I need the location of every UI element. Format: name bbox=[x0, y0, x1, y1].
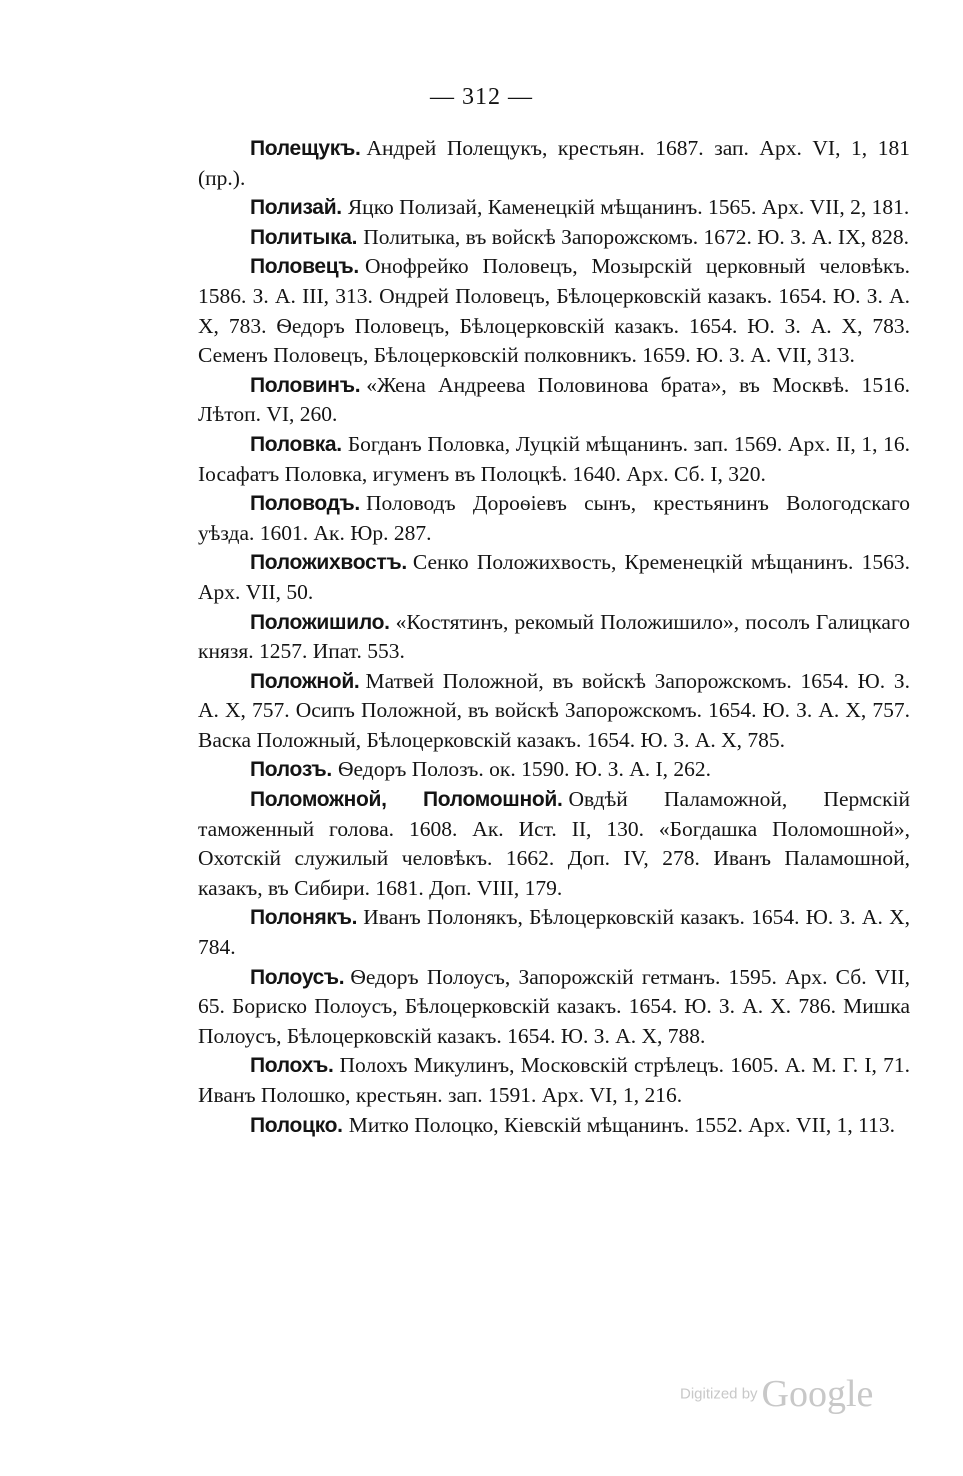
entry bbox=[198, 371, 910, 430]
entry-text: Онофрейко Половецъ, Мозырскій церковный человѣкъ. 1586. З. А. III, 313. Ондрей Половецъ, Бѣлоцерковскій казакъ. 1654. Ю. З. А. X, 783. Ѳедоръ Половецъ, Бѣлоцерковскій казакъ. 1654. Ю. З. А. X, 783. Семенъ Половецъ, Бѣлоцерковскій полковникъ. 1659. Ю. З. А. VII, 313. bbox=[198, 254, 910, 368]
entry bbox=[198, 223, 910, 253]
entry-headword: Полонякъ. bbox=[250, 906, 358, 930]
entry bbox=[198, 1111, 910, 1141]
entry-headword: Политыка. bbox=[250, 225, 358, 249]
dictionary-entries bbox=[198, 134, 910, 1140]
entry bbox=[198, 1051, 910, 1110]
entry-headword: Полещукъ. bbox=[250, 137, 361, 160]
entry-headword: Половецъ. bbox=[250, 255, 359, 279]
entry-text: «Костятинъ, рекомый Положишило», посолъ Галицкаго князя. 1257. Ипат. 553. bbox=[198, 609, 910, 664]
entry-headword: Положихвостъ. bbox=[250, 551, 407, 575]
entry-headword: Положишило. bbox=[250, 610, 390, 634]
entry-headword: Полоусъ. bbox=[250, 965, 345, 989]
entry-text: «Жена Андреева Половинова брата», въ Москвѣ. 1516. Лѣтоп. VI, 260. bbox=[198, 372, 910, 427]
entry-headword: Полохъ. bbox=[250, 1054, 334, 1078]
entry bbox=[198, 963, 910, 1052]
entry-text: Овдѣй Паламожной, Пермскій таможенный голова. 1608. Ак. Ист. II, 130. «Богдашка Поломошной», Охотскій служилый человѣкъ. 1662. Доп. IV, 278. Иванъ Паламошной, казакъ, въ Сибири. 1681. Доп. VIII, 179. bbox=[198, 787, 910, 900]
entry-headword: Половинъ. bbox=[250, 373, 361, 397]
entry bbox=[198, 667, 910, 756]
entry bbox=[198, 489, 910, 548]
entry-headword: Положной. bbox=[250, 669, 360, 693]
entry-text: Яцко Полизай, Каменецкій мѣщанинъ. 1565. Арх. VII, 2, 181. bbox=[347, 195, 910, 220]
entry-text: Андрей Полещукъ, крестьян. 1687. зап. Арх. VI, 1, 181 (пр.). bbox=[198, 136, 910, 190]
watermark-prefix: Digitized by bbox=[680, 1385, 758, 1403]
entry-text: Сенко Положихвость, Кременецкій мѣщанинъ. 1563. Арх. VII, 50. bbox=[198, 550, 910, 604]
entry-text: Богданъ Половка, Луцкій мѣщанинъ. зап. 1569. Арх. II, 1, 16. Іосафатъ Половка, игуменъ въ Полоцкѣ. 1640. Арх. Сб. I, 320. bbox=[198, 431, 910, 486]
entry-text: Ѳедоръ Полоусъ, Запорожскій гетманъ. 1595. Арх. Сб. VII, 65. Бориско Полоусъ, Бѣлоцерковскій казакъ. 1654. Ю. З. А. X. 786. Мишка Полоусъ, Бѣлоцерковскій казакъ. 1654. Ю. З. А. X, 788. bbox=[198, 964, 910, 1048]
entry bbox=[198, 608, 910, 667]
watermark-logo: Google bbox=[761, 1373, 874, 1415]
entry bbox=[198, 430, 910, 489]
entry-text: Ѳедоръ Полозъ. ок. 1590. Ю. З. А. I, 262. bbox=[337, 757, 712, 782]
entry-headword: Полизай. bbox=[250, 196, 342, 220]
entry bbox=[198, 785, 910, 903]
entry-headword: Половка. bbox=[250, 432, 342, 456]
entry-text: Иванъ Полонякъ, Бѣлоцерковскій казакъ. 1654. Ю. З. А. X, 784. bbox=[198, 905, 910, 960]
entry bbox=[198, 548, 910, 607]
entry-headword: Полозъ. bbox=[250, 758, 332, 782]
entry-text: Политыка, въ войскѣ Запорожскомъ. 1672. Ю. З. А. IX, 828. bbox=[363, 224, 909, 249]
entry bbox=[198, 755, 910, 785]
entry-text: Половодъ Дороѳіевъ сынъ, крестьянинъ Вологодскаго уѣзда. 1601. Ак. Юр. 287. bbox=[198, 491, 910, 545]
entry bbox=[198, 134, 910, 193]
page-number: — 312 — bbox=[430, 84, 533, 110]
digitized-watermark bbox=[680, 1372, 873, 1416]
entry-headword: Половодъ. bbox=[250, 492, 360, 516]
entry bbox=[198, 193, 910, 223]
entry-text: Полохъ Микулинъ, Московскій стрѣлецъ. 1605. А. М. Г. I, 71. Иванъ Полошко, крестьян. зап. 1591. Арх. VI, 1, 216. bbox=[198, 1053, 910, 1107]
entry-text: Матвей Положной, въ войскѣ Запорожскомъ. 1654. Ю. З. А. X, 757. Осипъ Положной, въ войскѣ Запорожскомъ. 1654. Ю. З. А. X, 757. Васка Положный, Бѣлоцерковскій казакъ. 1654. Ю. З. А. X, 785. bbox=[198, 668, 910, 752]
entry-headword: Полоцко. bbox=[250, 1113, 343, 1137]
entry bbox=[198, 252, 910, 370]
entry-text: Митко Полоцко, Кіевскій мѣщанинъ. 1552. Арх. VII, 1, 113. bbox=[348, 1112, 895, 1137]
entry bbox=[198, 903, 910, 962]
entry-headword: Поломожной, Поломошной. bbox=[250, 788, 563, 812]
